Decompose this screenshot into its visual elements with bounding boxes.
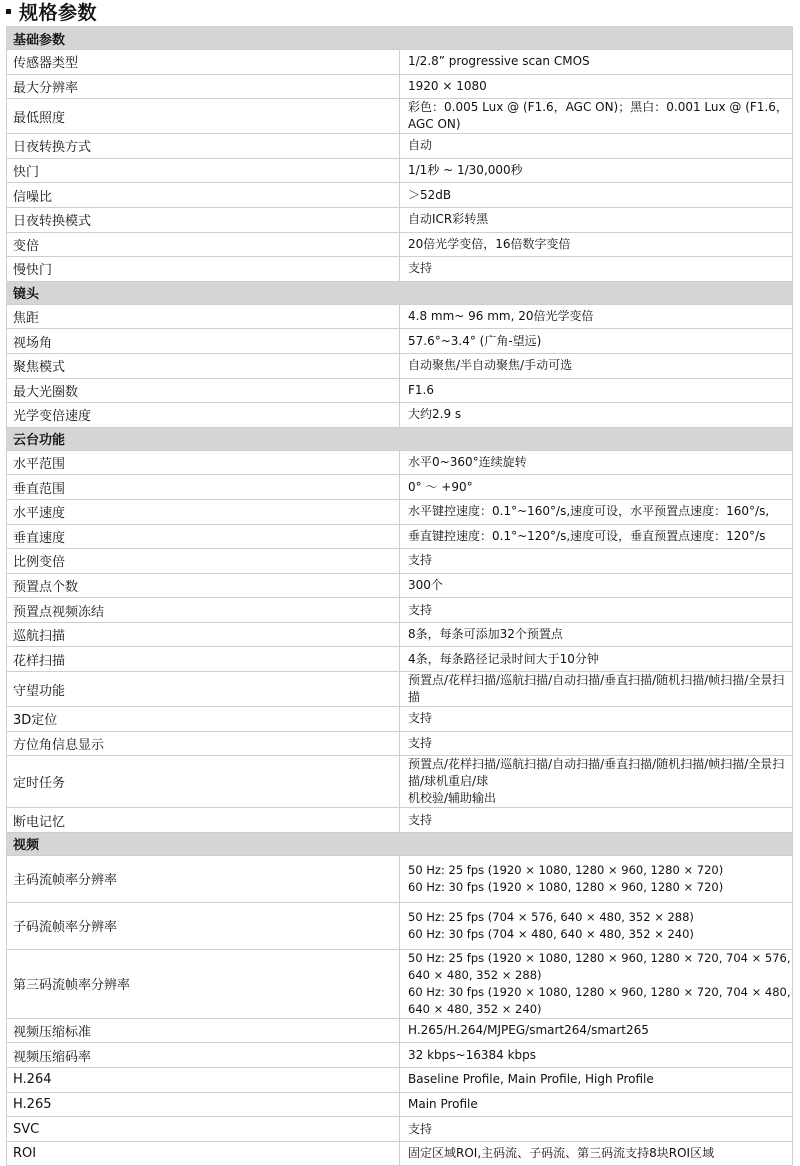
spec-value [400, 1068, 793, 1093]
spec-row [7, 731, 793, 756]
spec-row [7, 450, 793, 475]
spec-table [6, 26, 793, 1166]
spec-key: 视场角 [7, 329, 400, 354]
spec-key: 垂直速度 [7, 524, 400, 549]
spec-key: H.264 [7, 1068, 400, 1093]
spec-row [7, 1043, 793, 1068]
spec-key: 水平速度 [7, 499, 400, 524]
section-header [7, 281, 793, 304]
spec-value [400, 329, 793, 354]
spec-key: 方位角信息显示 [7, 731, 400, 756]
spec-value [400, 672, 793, 707]
spec-value-line: 预置点/花样扫描/巡航扫描/自动扫描/垂直扫描/随机扫描/帧扫描/全景扫描 [408, 673, 785, 705]
spec-value [400, 99, 793, 134]
spec-key: 定时任务 [7, 756, 400, 808]
spec-value [400, 949, 793, 1018]
spec-value [400, 232, 793, 257]
spec-value [400, 158, 793, 183]
spec-key: 日夜转换方式 [7, 134, 400, 159]
spec-value [400, 707, 793, 732]
spec-value-line: 57.6°~3.4° (广角-望远) [408, 333, 542, 348]
spec-key: 光学变倍速度 [7, 403, 400, 428]
spec-value-line: 60 Hz: 30 fps (1920 × 1080, 1280 × 960, 1280 × 720, 704 × 480, 640 × 480, 352 × 240) [408, 984, 791, 1016]
spec-value [400, 647, 793, 672]
spec-value-line: 支持 [408, 602, 433, 617]
spec-key: 第三码流帧率分辨率 [7, 949, 400, 1018]
spec-value [400, 808, 793, 833]
spec-value-line: 水平键控速度：0.1°~160°/s,速度可设，水平预置点速度：160°/s, [408, 504, 770, 519]
spec-row [7, 74, 793, 99]
spec-row [7, 756, 793, 808]
title-bullet-icon [6, 9, 11, 14]
spec-value [400, 549, 793, 574]
spec-value-line: 50 Hz: 25 fps (1920 × 1080, 1280 × 960, 1280 × 720, 704 × 576, 640 × 480, 352 × 288) [408, 950, 791, 982]
spec-row [7, 257, 793, 282]
spec-row [7, 549, 793, 574]
spec-row [7, 232, 793, 257]
spec-key: 传感器类型 [7, 50, 400, 75]
spec-value-line: 自动ICR彩转黑 [408, 212, 489, 227]
spec-value-line: 自动聚焦/半自动聚焦/手动可选 [408, 358, 573, 373]
spec-value [400, 207, 793, 232]
spec-value [400, 1043, 793, 1068]
spec-row [7, 855, 793, 902]
spec-row [7, 1117, 793, 1142]
spec-key: 3D定位 [7, 707, 400, 732]
spec-key: H.265 [7, 1092, 400, 1117]
spec-row [7, 499, 793, 524]
spec-row [7, 475, 793, 500]
spec-key: 最大光圈数 [7, 378, 400, 403]
spec-value [400, 183, 793, 208]
spec-key: 花样扫描 [7, 647, 400, 672]
spec-key: ROI [7, 1141, 400, 1166]
section-header [7, 832, 793, 855]
spec-key: 慢快门 [7, 257, 400, 282]
spec-row [7, 622, 793, 647]
spec-value [400, 378, 793, 403]
spec-key: 垂直范围 [7, 475, 400, 500]
spec-value-line: 1/2.8” progressive scan CMOS [408, 54, 590, 69]
spec-value [400, 353, 793, 378]
spec-value-line: 预置点/花样扫描/巡航扫描/自动扫描/垂直扫描/随机扫描/帧扫描/全景扫描/球机重启/球 [408, 757, 785, 789]
page-title-text: 规格参数 [19, 2, 98, 24]
spec-value [400, 475, 793, 500]
spec-value [400, 403, 793, 428]
spec-key: 预置点个数 [7, 573, 400, 598]
spec-row [7, 158, 793, 183]
spec-value-line: H.265/H.264/MJPEG/smart264/smart265 [408, 1023, 649, 1038]
spec-row [7, 378, 793, 403]
section-title: 基础参数 [7, 27, 793, 50]
spec-value-line: 1/1秒 ~ 1/30,000秒 [408, 163, 523, 178]
spec-row [7, 902, 793, 949]
section-title: 云台功能 [7, 427, 793, 450]
spec-row [7, 207, 793, 232]
spec-row [7, 183, 793, 208]
spec-value-line: 50 Hz: 25 fps (1920 × 1080, 1280 × 960, 1280 × 720) [408, 862, 724, 877]
spec-value [400, 304, 793, 329]
spec-key: 巡航扫描 [7, 622, 400, 647]
spec-key: 视频压缩码率 [7, 1043, 400, 1068]
spec-value [400, 74, 793, 99]
spec-row [7, 1068, 793, 1093]
spec-row [7, 1141, 793, 1166]
spec-key: 焦距 [7, 304, 400, 329]
spec-row [7, 808, 793, 833]
spec-row [7, 1018, 793, 1043]
spec-key: SVC [7, 1117, 400, 1142]
spec-value [400, 134, 793, 159]
spec-row [7, 99, 793, 134]
spec-value-line: 4.8 mm~ 96 mm, 20倍光学变倍 [408, 309, 594, 324]
spec-key: 守望功能 [7, 672, 400, 707]
spec-row [7, 647, 793, 672]
spec-value-line: 支持 [408, 553, 433, 568]
spec-row [7, 304, 793, 329]
spec-value-line: 固定区域ROI,主码流、子码流、第三码流支持8块ROI区域 [408, 1146, 715, 1161]
spec-value [400, 756, 793, 808]
spec-row [7, 134, 793, 159]
spec-row [7, 1092, 793, 1117]
spec-value-line: 支持 [408, 711, 433, 726]
spec-value [400, 902, 793, 949]
spec-key: 日夜转换模式 [7, 207, 400, 232]
spec-value-line: 大约2.9 s [408, 407, 462, 422]
spec-value-line: F1.6 [408, 382, 434, 397]
spec-value-line: 0° ～ +90° [408, 479, 473, 494]
spec-key: 子码流帧率分辨率 [7, 902, 400, 949]
spec-value-line: 20倍光学变倍，16倍数字变倍 [408, 236, 571, 251]
spec-value-line: 自动 [408, 138, 433, 153]
spec-value-line: 彩色：0.005 Lux @ (F1.6，AGC ON)；黑白：0.001 Lux @ (F1.6，AGC ON) [408, 100, 788, 132]
spec-value-line: 支持 [408, 812, 433, 827]
spec-key: 主码流帧率分辨率 [7, 855, 400, 902]
spec-row [7, 573, 793, 598]
spec-value [400, 855, 793, 902]
spec-value-line: Baseline Profile, Main Profile, High Profile [408, 1072, 654, 1087]
spec-key: 水平范围 [7, 450, 400, 475]
spec-value-line: 水平0~360°连续旋转 [408, 455, 527, 470]
spec-value [400, 257, 793, 282]
spec-key: 比例变倍 [7, 549, 400, 574]
spec-row [7, 672, 793, 707]
spec-row [7, 329, 793, 354]
spec-value-line: 机校验/辅助输出 [408, 791, 497, 806]
spec-key: 断电记忆 [7, 808, 400, 833]
spec-value-line: 60 Hz: 30 fps (704 × 480, 640 × 480, 352 × 240) [408, 926, 694, 941]
section-title: 视频 [7, 832, 793, 855]
spec-row [7, 50, 793, 75]
spec-value-line: 8条，每条可添加32个预置点 [408, 627, 563, 642]
spec-value [400, 622, 793, 647]
spec-value [400, 524, 793, 549]
page-title [6, 0, 97, 26]
spec-key: 预置点视频冻结 [7, 598, 400, 623]
spec-key: 最低照度 [7, 99, 400, 134]
spec-row [7, 707, 793, 732]
spec-key: 视频压缩标准 [7, 1018, 400, 1043]
spec-value-line: ＞52dB [408, 187, 452, 202]
spec-row [7, 949, 793, 1018]
spec-value-line: 支持 [408, 261, 433, 276]
spec-value-line: 4条，每条路径记录时间大于10分钟 [408, 651, 599, 666]
spec-value [400, 1141, 793, 1166]
spec-value [400, 1018, 793, 1043]
spec-value-line: Main Profile [408, 1096, 478, 1111]
spec-value [400, 50, 793, 75]
spec-key: 信噪比 [7, 183, 400, 208]
spec-row [7, 403, 793, 428]
spec-row [7, 598, 793, 623]
spec-value-line: 60 Hz: 30 fps (1920 × 1080, 1280 × 960, 1280 × 720) [408, 879, 724, 894]
spec-row [7, 353, 793, 378]
spec-value-line: 300个 [408, 577, 443, 592]
spec-value [400, 1117, 793, 1142]
spec-key: 聚焦模式 [7, 353, 400, 378]
spec-value-line: 50 Hz: 25 fps (704 × 576, 640 × 480, 352 × 288) [408, 909, 694, 924]
spec-key: 变倍 [7, 232, 400, 257]
spec-value [400, 598, 793, 623]
spec-value [400, 1092, 793, 1117]
spec-value-line: 支持 [408, 735, 433, 750]
spec-value-line: 32 kbps~16384 kbps [408, 1047, 536, 1062]
spec-value-line: 垂直键控速度：0.1°~120°/s,速度可设，垂直预置点速度：120°/s [408, 528, 766, 543]
spec-key: 最大分辨率 [7, 74, 400, 99]
spec-value [400, 731, 793, 756]
spec-row [7, 524, 793, 549]
section-title: 镜头 [7, 281, 793, 304]
spec-value-line: 支持 [408, 1121, 433, 1136]
section-header [7, 427, 793, 450]
spec-value [400, 573, 793, 598]
spec-value-line: 1920 × 1080 [408, 78, 487, 93]
spec-value [400, 450, 793, 475]
spec-value [400, 499, 793, 524]
section-header [7, 27, 793, 50]
spec-key: 快门 [7, 158, 400, 183]
